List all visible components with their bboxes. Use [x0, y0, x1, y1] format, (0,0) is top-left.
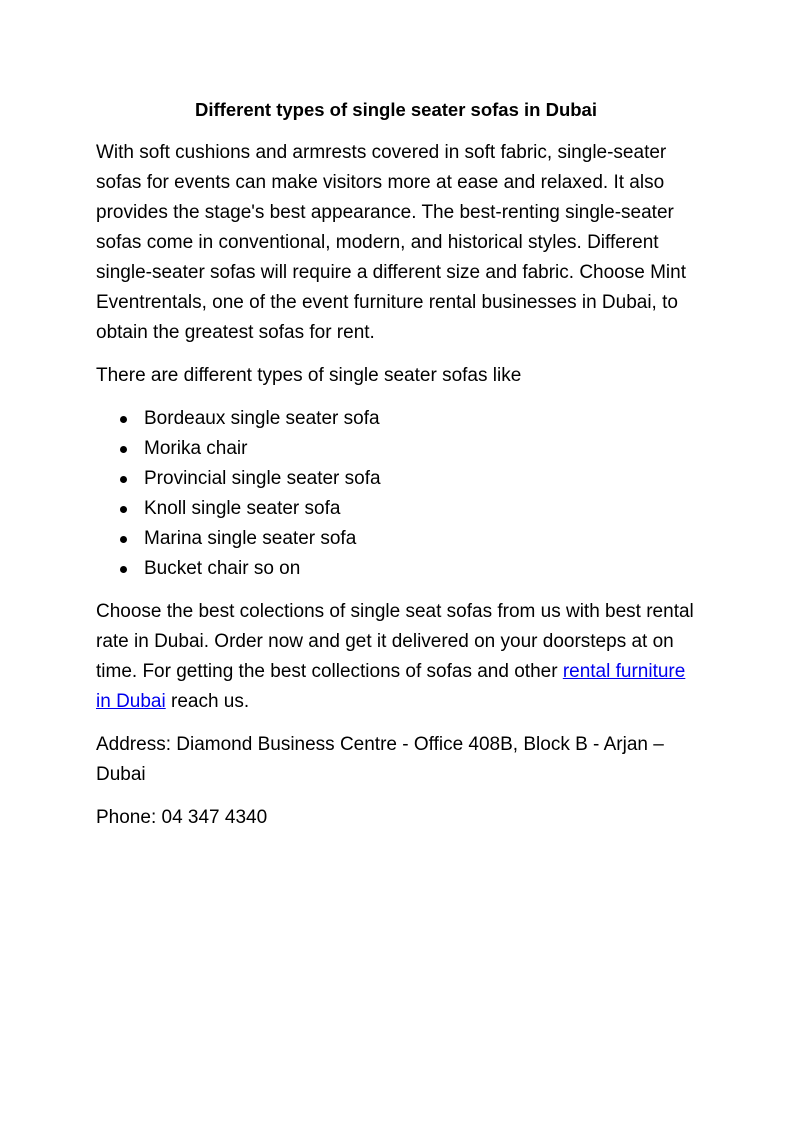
bullet-icon [120, 506, 127, 513]
list-item [96, 494, 696, 524]
closing-text-before-link: Choose the best colections of single seat sofas from us with best rental rate in Dubai. Order now and get it delivered on your doorsteps at on time. For getting the best collections of sofas and other [96, 601, 694, 682]
bullet-icon [120, 566, 127, 573]
sofa-types-list [96, 404, 696, 584]
list-intro-paragraph: There are different types of single seater sofas like [96, 365, 522, 386]
closing-text-after-link: reach us. [165, 691, 250, 712]
list-item-label: Knoll single seater sofa [144, 498, 341, 519]
closing-paragraph [96, 597, 696, 717]
bullet-icon [120, 536, 127, 543]
rental-furniture-link[interactable]: rental furniture in Dubai [96, 661, 686, 712]
document-title: Different types of single seater sofas in Dubai [195, 99, 597, 120]
list-item-label: Bucket chair so on [144, 558, 301, 579]
phone-paragraph: Phone: 04 347 4340 [96, 807, 268, 828]
list-item-label: Bordeaux single seater sofa [144, 408, 380, 429]
document-page [96, 96, 696, 846]
intro-paragraph: With soft cushions and armrests covered in soft fabric, single-seater sofas for events can make visitors more at ease and relaxed. It also provides the stage's best appearance. The best-renting single-seater sofas come in conventional, modern, and historical styles. Different single-seater sofas will require a different size and fabric. Choose Mint Eventrentals, one of the event furniture rental businesses in Dubai, to obtain the greatest sofas for rent. [96, 142, 686, 343]
list-item-label: Morika chair [144, 438, 248, 459]
list-item-label: Provincial single seater sofa [144, 468, 381, 489]
list-item [96, 434, 696, 464]
bullet-icon [120, 446, 127, 453]
list-item-label: Marina single seater sofa [144, 528, 357, 549]
list-item [96, 404, 696, 434]
address-paragraph: Address: Diamond Business Centre - Office 408B, Block B - Arjan – Dubai [96, 734, 664, 785]
bullet-icon [120, 416, 127, 423]
list-item [96, 524, 696, 554]
bullet-icon [120, 476, 127, 483]
list-item [96, 464, 696, 494]
list-item [96, 554, 696, 584]
